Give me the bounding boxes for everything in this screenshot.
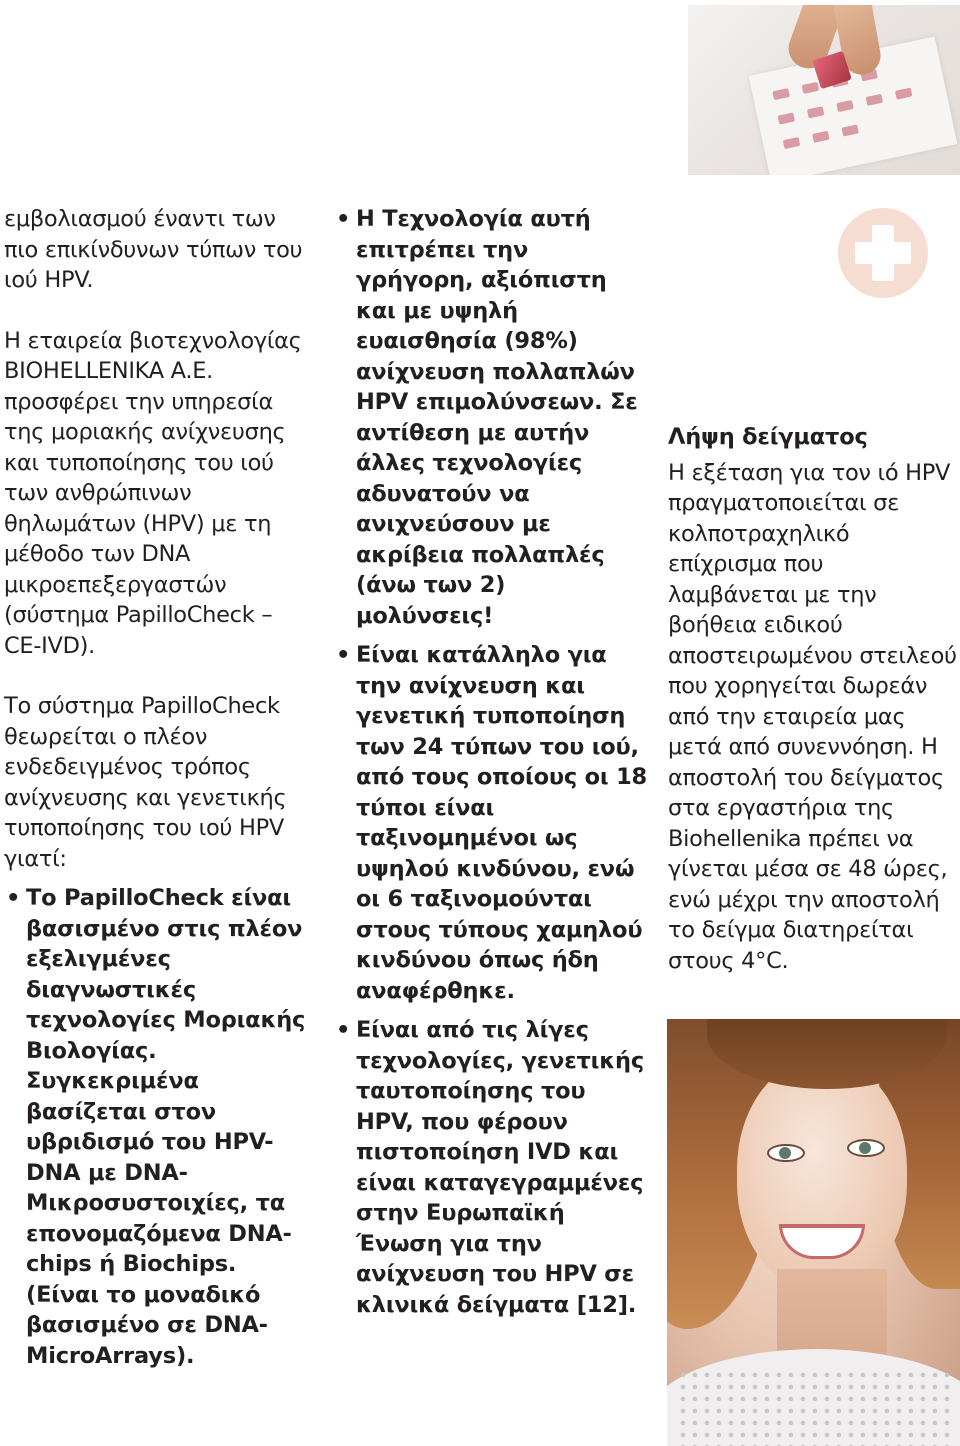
- intro-paragraph: εμβολιασμού έναντι των πιο επικίνδυνων τύπων του ιού HPV.: [4, 206, 303, 293]
- list-item: • Είναι από τις λίγες τεχνολογίες, γενετικής ταυτοποίησης του HPV, που φέρουν πιστοποίηση IVD και είναι καταγεγραμμένες στην Ευρωπαϊκή Ένωση για την ανίχνευση του HPV σε κλινικά δείγματα [12].: [334, 1015, 648, 1320]
- list-item: • Είναι κατάλληλο για την ανίχνευση και γενετική τυποποίηση των 24 τύπων του ιού, από τους οποίους οι 18 τύποι είναι ταξινομημένοι ως υψηλού κινδύνου, ενώ οι 6 ταξινομούνται στους τύπους χαμηλού κινδύνου όπως ήδη αναφέρθηκε.: [334, 640, 648, 1006]
- column-left: [4, 204, 314, 1371]
- list-item: • Το PapilloCheck είναι βασισμένο στις πλέον εξελιγμένες διαγνωστικές τεχνολογίες Μοριακής Βιολογίας. Συγκεκριμένα βασίζεται στον υβριδισμό του HPV-DNA με DNA-Μικροσυστοιχίες, τα επονομαζόμενα DNA-chips ή Biochips. (Είναι το μοναδικό βασισμένο σε DNA-MicroArrays).: [4, 883, 314, 1371]
- column-middle: [334, 204, 648, 1320]
- bullet-list-left: [4, 883, 314, 1371]
- column-right: [668, 422, 958, 976]
- sampling-paragraph: Η εξέταση για τον ιό HPV πραγματοποιείται σε κολποτραχηλικό επίχρισμα που λαμβάνεται με την βοήθεια ειδικού αποστειρωμένου στειλεού που χορηγείται δωρεάν από την εταιρεία μας μετά από συνεννόηση. Η αποστολή του δείγματος στα εργαστήρια της Biohellenika πρέπει να γίνεται μέσα σε 48 ώρες, ενώ μέχρι την αποστολή το δείγμα διατηρείται στους 4°C.: [668, 459, 957, 974]
- sampling-heading: Λήψη δείγματος: [668, 424, 868, 450]
- plus-icon: [838, 208, 928, 298]
- papillocheck-paragraph: Το σύστημα PapilloCheck θεωρείται ο πλέον ενδεδειγμένος τρόπος ανίχνευσης και γενετικής τυποποίησης του ιού HPV γιατί:: [4, 693, 287, 872]
- company-paragraph: Η εταιρεία βιοτεχνολογίας BIOHELLENIKA A.E. προσφέρει την υπηρεσία της μοριακής ανίχνευσης και τυποποίησης του ιού των ανθρώπινων θηλωμάτων (HPV) με τη μέθοδο των DNA μικροεπεξεργαστών (σύστημα PapilloCheck – CE-IVD).: [4, 327, 302, 659]
- smiling-woman-photo: [667, 1019, 960, 1446]
- list-item: • Η Τεχνολογία αυτή επιτρέπει την γρήγορη, αξιόπιστη και με υψηλή ευαισθησία (98%) ανίχνευση πολλαπλών HPV επιμολύνσεων. Σε αντίθεση με αυτήν άλλες τεχνολογίες αδυνατούν να ανιχνεύσουν με ακρίβεια πολλαπλές (άνω των 2) μολύνσεις!: [334, 204, 648, 631]
- bullet-list-middle: [334, 204, 648, 1320]
- lab-slide-photo: [688, 5, 960, 175]
